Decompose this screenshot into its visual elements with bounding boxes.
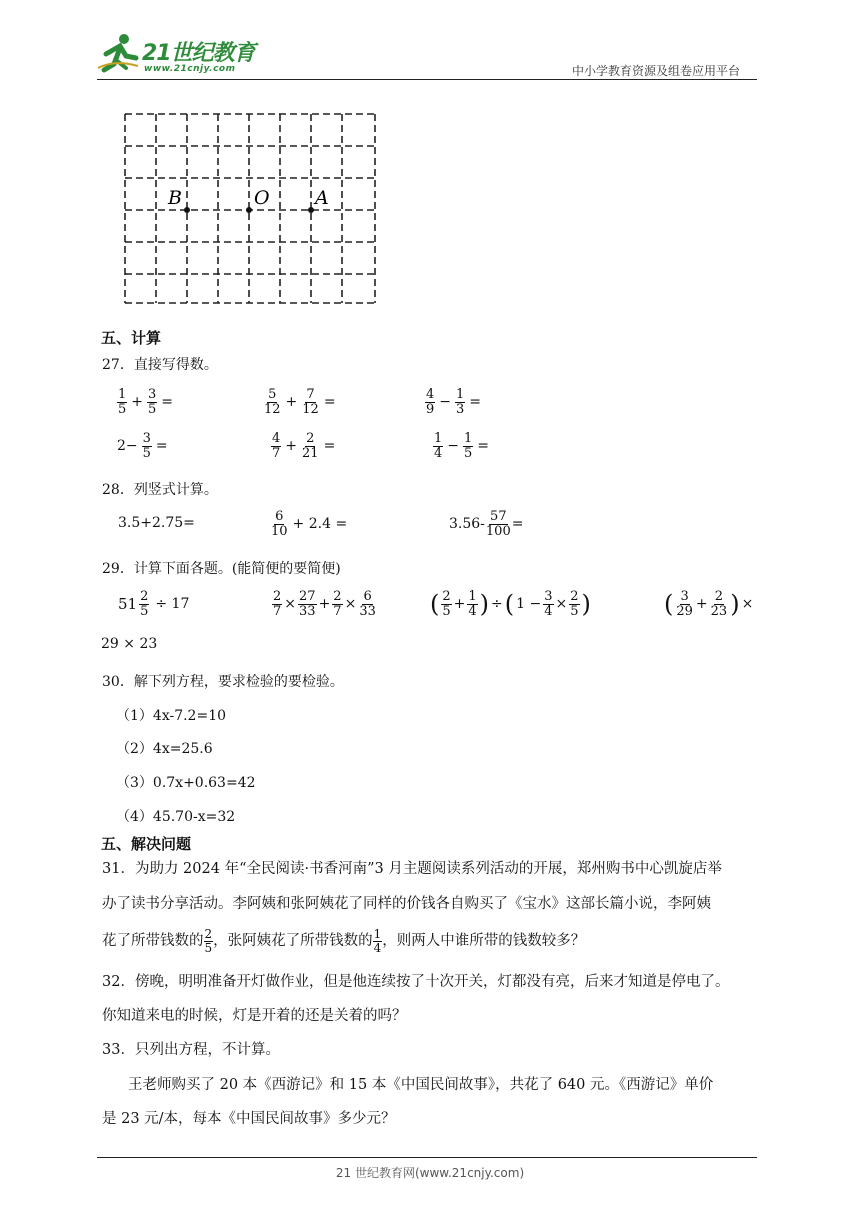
q29-expr-1: 51 $\frac{2}{5}$ ÷ 17 [118, 589, 190, 619]
logo-title: 21世纪教育 [142, 41, 255, 66]
q31-line-2: 办了读书分享活动。李阿姨和张阿姨花了同样的价钱各自购买了《宝水》这部长篇小说，李阿姨 [102, 896, 711, 912]
q27-item-4: 2− $\frac{3}{5}$ = [117, 431, 168, 461]
label-o: O [254, 187, 270, 209]
q31-line-1: 31．为助力 2024 年“全民阅读·书香河南”3 月主题阅读系列活动的开展，郑州购书中心凯旋店举 [102, 861, 722, 877]
q28-expr-1: 3.5+2.75= [118, 515, 195, 531]
q27-item-3: $\frac{4}{9}$ − $\frac{1}{3}$ = [426, 387, 482, 417]
q32-line-2: 你知道来电的时候，灯是开着的还是关着的吗？ [102, 1008, 407, 1024]
q28-prompt: 28．列竖式计算。 [102, 482, 218, 498]
point-b [184, 207, 190, 213]
q27-item-6: $\frac{1}{4}$ − $\frac{1}{5}$ = [434, 431, 490, 461]
header-platform-text: 中小学教育资源及组卷应用平台 [572, 64, 741, 78]
q31-line-3: 花了所带钱数的 $\frac{2}{5}$ ，张阿姨花了所带钱数的 $\frac{1}{4}$ ，则两人中谁所带的钱数较多？ [102, 927, 586, 955]
footer-rule [97, 1157, 757, 1158]
label-a: A [315, 187, 329, 209]
q27-item-1: $\frac{1}{5}$ + $\frac{3}{5}$ = [118, 387, 174, 417]
q27-item-2: $\frac{5}{12}$ + $\frac{7}{12}$ = [264, 387, 336, 417]
section-title-calc: 五、计算 [101, 329, 162, 347]
q33-line-1: 33．只列出方程，不计算。 [102, 1042, 280, 1058]
coordinate-grid-figure [120, 104, 380, 310]
header-rule [97, 79, 757, 80]
q29-expr-2: $\frac{2}{7}$ × $\frac{27}{33}$ + $\frac{2}{7}$ × $\frac{6}{33}$ [273, 589, 376, 619]
q30-item-2: （2）4x=25.6 [116, 741, 213, 757]
q33-line-3: 是 23 元/本，每本《中国民间故事》多少元？ [102, 1111, 396, 1127]
q29-expr-4-continued: 29 × 23 [101, 636, 158, 652]
q27-prompt: 27．直接写得数。 [102, 357, 218, 373]
point-o [246, 207, 252, 213]
header-logo [96, 30, 266, 80]
q27-item-5: $\frac{4}{7}$ + $\frac{2}{21}$ = [272, 431, 336, 461]
q29-prompt: 29．计算下面各题。(能简便的要简便) [102, 561, 341, 577]
q32-line-1: 32．傍晚，明明准备开灯做作业，但是他连续按了十次开关，灯都没有亮，后来才知道是停电了。 [102, 974, 730, 990]
q33-line-2: 王老师购买了 20 本《西游记》和 15 本《中国民间故事》，共花了 640 元。《西游记》单价 [128, 1077, 714, 1093]
q29-expr-4: ( $\frac{3}{29}$ + $\frac{2}{23}$ ) × [664, 589, 754, 619]
q28-expr-2: $\frac{6}{10}$ + 2.4 = [271, 509, 348, 539]
q30-item-1: （1）4x-7.2=10 [116, 708, 227, 724]
section-title-problems: 五、解决问题 [101, 835, 192, 853]
logo-url: www.21cnjy.com [144, 64, 236, 74]
runner-logo-icon [96, 32, 140, 76]
q30-prompt: 30．解下列方程，要求检验的要检验。 [102, 674, 344, 690]
q30-item-3: （3）0.7x+0.63=42 [116, 775, 256, 791]
label-b: B [168, 187, 182, 209]
point-a [308, 207, 314, 213]
footer-site-text: 21 世纪教育网(www.21cnjy.com) [335, 1166, 525, 1180]
q29-expr-3: ( $\frac{2}{5}$ + $\frac{1}{4}$ ) ÷ ( 1 − $\frac{3}{4}$ × $\frac{2}{5}$ ) [430, 589, 591, 619]
q30-item-4: （4）45.70-x=32 [116, 809, 236, 825]
q28-expr-3: 3.56- $\frac{57}{100}$ = [449, 509, 524, 539]
